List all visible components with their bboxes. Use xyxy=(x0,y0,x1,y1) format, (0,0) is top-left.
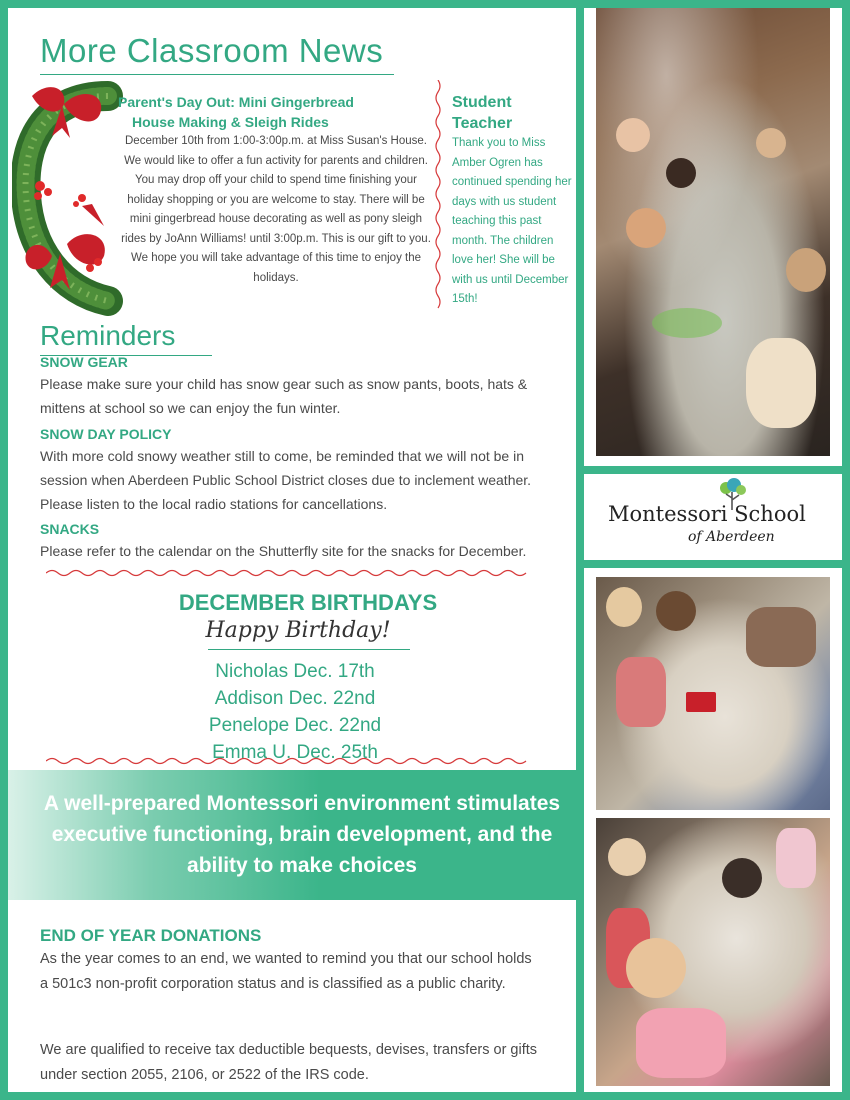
snacks-body: Please refer to the calendar on the Shutterfly site for the snacks for December. xyxy=(40,543,527,559)
title-divider xyxy=(40,74,394,75)
wave-divider-bottom xyxy=(46,756,532,766)
children-floor-activity-photo xyxy=(596,577,830,810)
logo-sub-text: of Aberdeen xyxy=(688,529,775,545)
birthday-item: Addison Dec. 22nd xyxy=(214,688,376,709)
student-teacher-body: Thank you to Miss Amber Ogren has continued spending her days with us student teaching this past month. The children love her! She will be with us until December 15th! xyxy=(452,137,572,305)
snow-day-body: With more cold snowy weather still to come, be reminded that we will not be in session when Aberdeen Public School District closes due to inclement weather. Please listen to the local radio stations for cancellations. xyxy=(40,448,532,512)
parents-day-title-line2: House Making & Sleigh Rides xyxy=(132,114,329,130)
reminders-title: Reminders xyxy=(40,320,176,351)
student-teacher-title: Student Teacher xyxy=(452,94,513,132)
photo-frame-bottom xyxy=(584,568,842,1092)
logo-frame xyxy=(584,474,842,560)
birthdays-subtitle: Happy Birthday! xyxy=(205,618,391,643)
banner-text: A well-prepared Montessori environment stimulates executive functioning, brain development, and the ability to make choices xyxy=(43,792,561,877)
children-playing-photo xyxy=(596,818,830,1086)
birthday-item: Nicholas Dec. 17th xyxy=(215,661,375,682)
news-title: More Classroom News xyxy=(40,32,384,69)
snow-gear-body: Please make sure your child has snow gear such as snow pants, boots, hats & mittens at school so we can enjoy the fun winter. xyxy=(40,376,528,416)
school-logo xyxy=(584,474,842,560)
donations-heading: END OF YEAR DONATIONS xyxy=(40,926,262,945)
birthdays-divider xyxy=(208,649,410,650)
parents-day-title: Parent's Day Out: Mini Gingerbread xyxy=(118,94,354,110)
birthdays-title: DECEMBER BIRTHDAYS xyxy=(178,590,438,615)
vertical-wave-divider xyxy=(432,80,444,312)
wave-divider-top xyxy=(46,568,532,578)
main-panel xyxy=(8,8,576,1092)
classroom-table-photo xyxy=(596,8,830,456)
wreath-icon xyxy=(12,76,124,316)
photo-frame-top xyxy=(584,8,842,466)
parents-day-body: December 10th from 1:00-3:00p.m. at Miss Susan's House. We would like to offer a fun activity for parents and children. You may drop off your child to spend time finishing your holiday shopping or you are welcome to stay. There will be mini gingerbread house decorating as well as pony sleigh rides by JoAnn Williams! until 3:00p.m. This is our gift to you. We hope you will take advantage of this time to enjoy the holidays. xyxy=(121,135,431,284)
birthday-item: Penelope Dec. 22nd xyxy=(208,715,382,736)
donations-paragraph-1: As the year comes to an end, we wanted to remind you that our school holds a 501c3 non-profit corporation status and is classified as a public charity. xyxy=(40,951,532,992)
snacks-heading: SNACKS xyxy=(40,521,100,537)
donations-paragraph-2: We are qualified to receive tax deductible bequests, devises, transfers or gifts under section 2055, 2106, or 2522 of the IRS code. xyxy=(40,1042,538,1083)
birthdays-list xyxy=(8,658,582,766)
birthday-item: Emma U. Dec. 25th xyxy=(212,742,378,763)
snow-gear-heading: SNOW GEAR xyxy=(40,354,128,370)
logo-main-text: Montessori School xyxy=(608,502,806,526)
snow-day-heading: SNOW DAY POLICY xyxy=(40,426,172,442)
quote-banner xyxy=(8,770,576,900)
